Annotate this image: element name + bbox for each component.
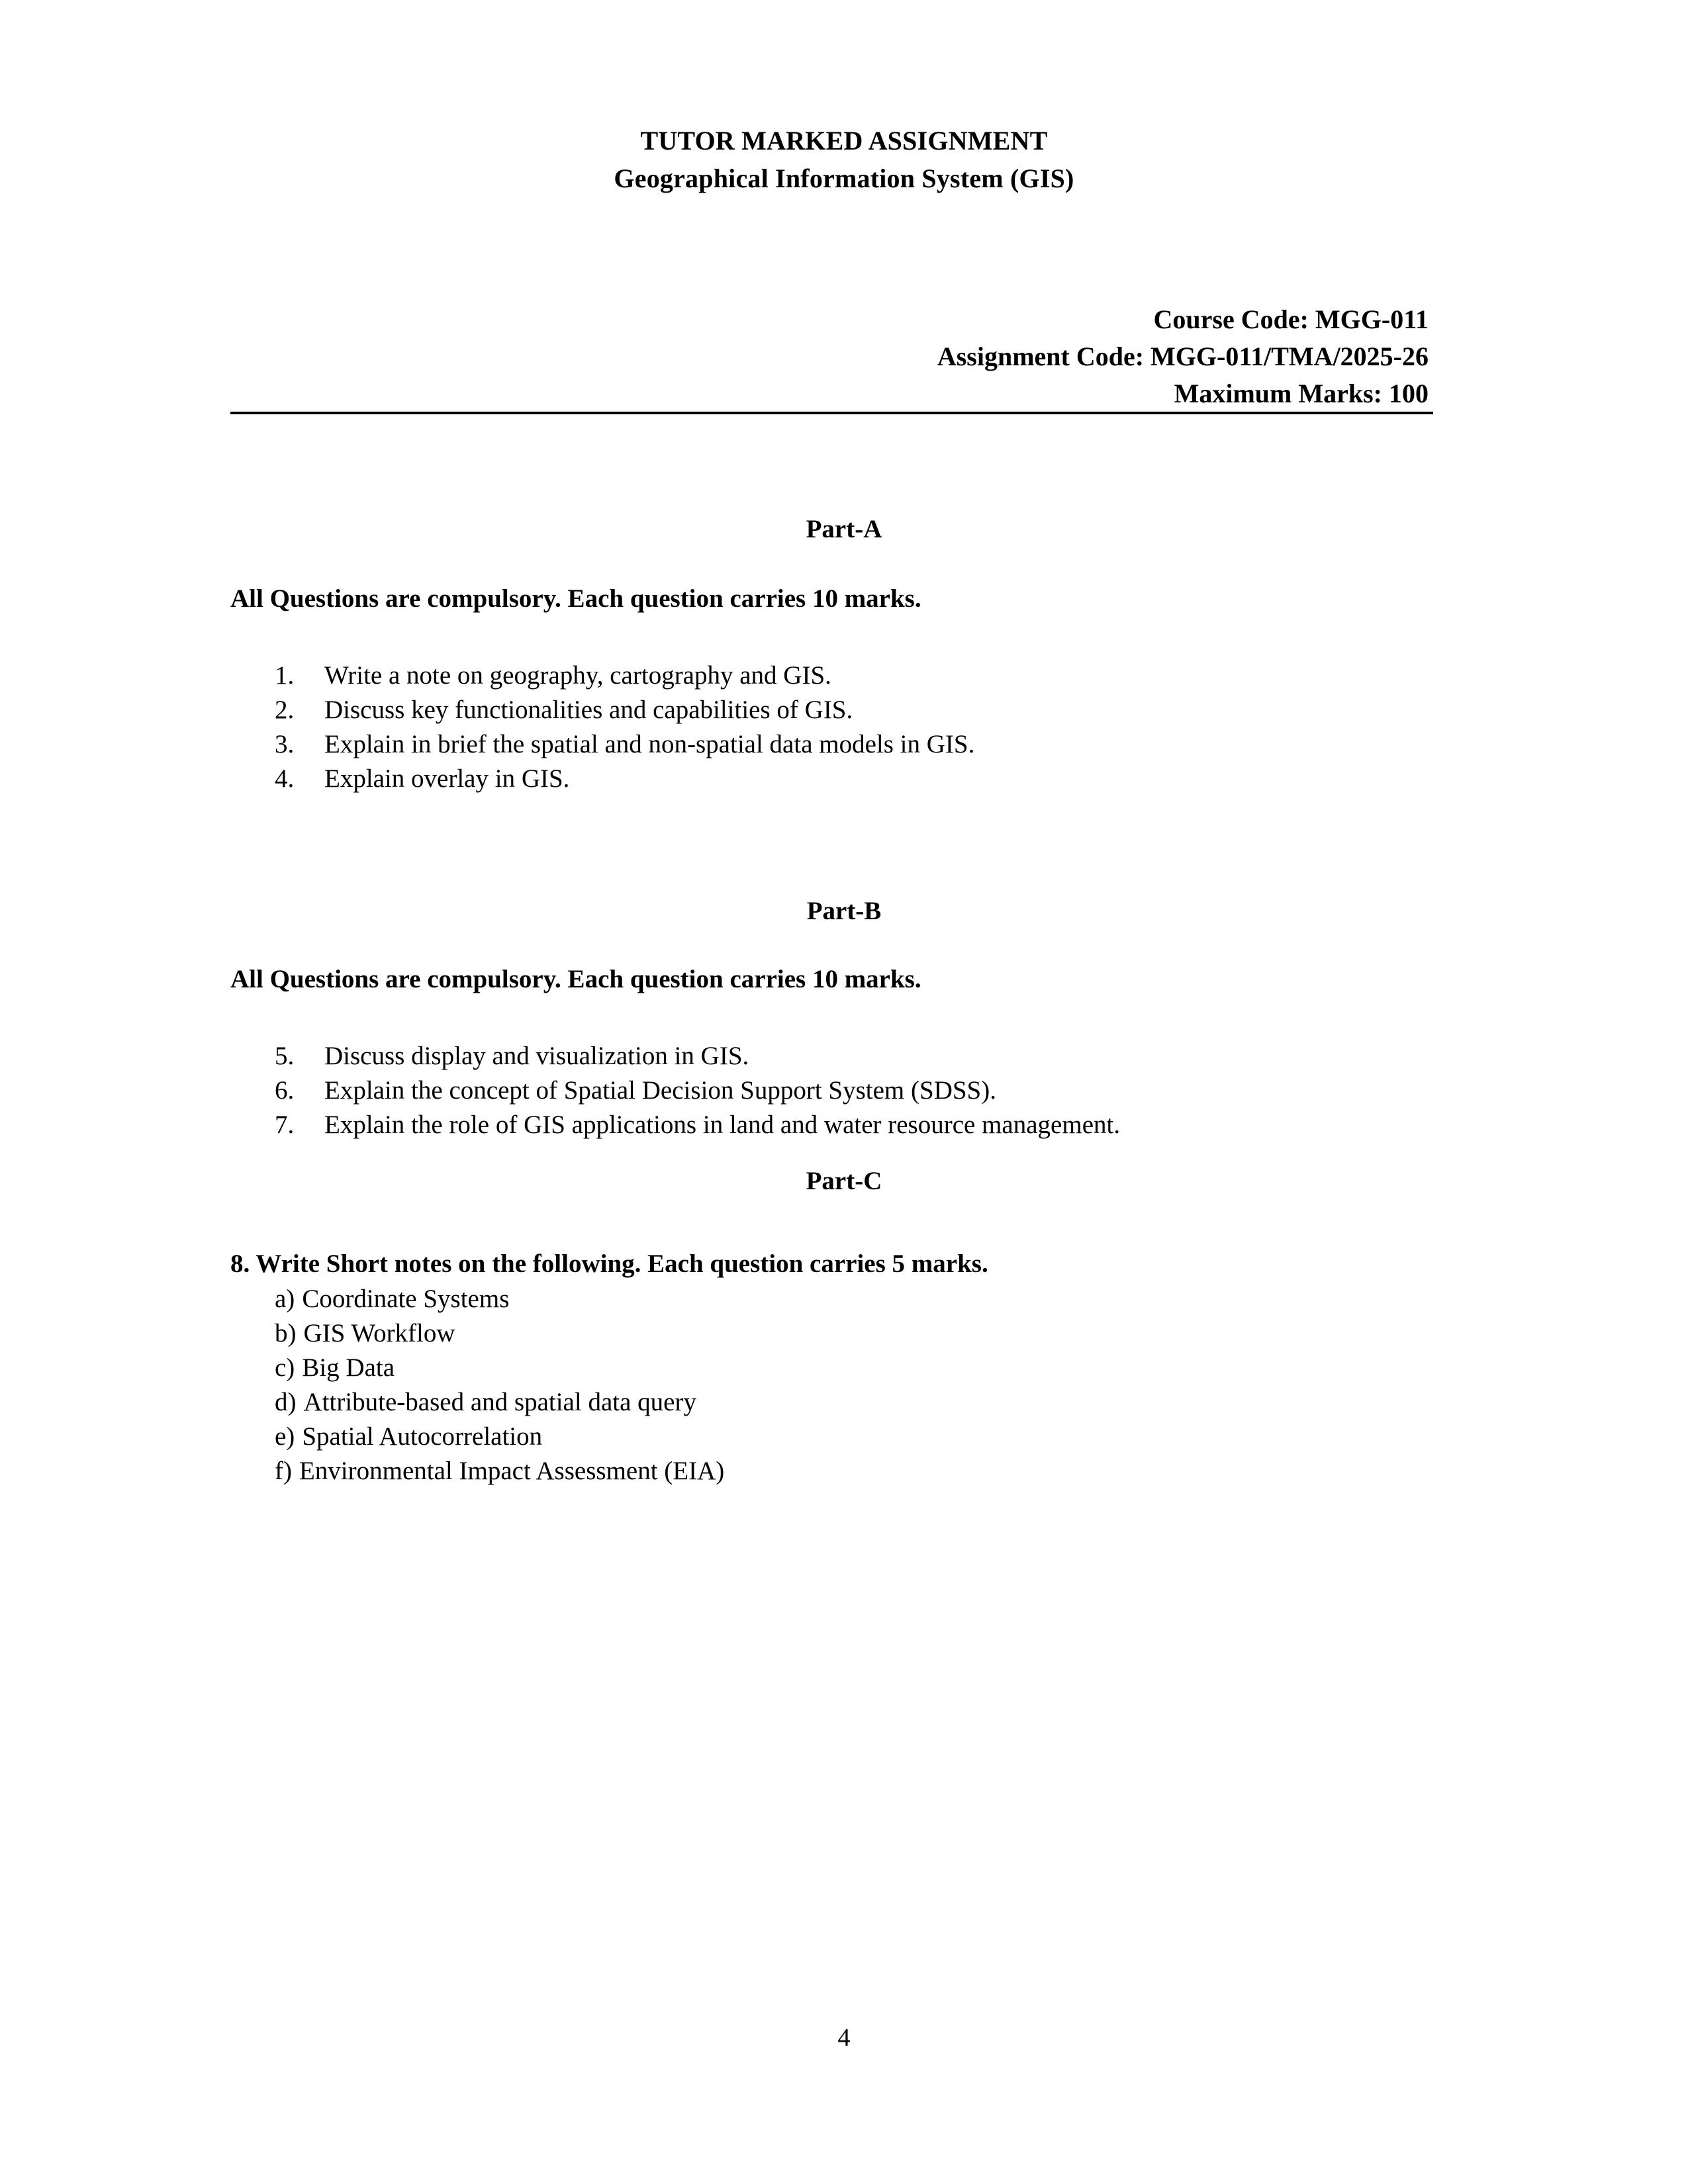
part-c-instruction: 8. Write Short notes on the following. Each question carries 5 marks.	[230, 1250, 988, 1278]
document-header	[0, 122, 1688, 197]
list-item	[275, 659, 974, 693]
part-a-instruction: All Questions are compulsory. Each question carries 10 marks.	[230, 584, 921, 613]
part-a-question-list	[275, 659, 974, 796]
maximum-marks: Maximum Marks: 100	[1174, 379, 1429, 408]
subitem-label: b)	[275, 1319, 297, 1347]
list-item	[275, 1039, 1120, 1073]
subitem-text: Spatial Autocorrelation	[302, 1422, 543, 1451]
question-number: 4.	[275, 764, 295, 793]
question-text: Explain the concept of Spatial Decision Support System (SDSS).	[324, 1076, 996, 1105]
list-item	[275, 1420, 724, 1454]
part-b-question-list	[275, 1039, 1120, 1142]
list-item	[275, 1351, 724, 1385]
header-divider	[230, 412, 1433, 414]
subitem-text: Coordinate Systems	[302, 1285, 510, 1313]
part-b-heading: Part-B	[806, 897, 882, 925]
subitem-text: Attribute-based and spatial data query	[303, 1388, 696, 1416]
question-text: Discuss key functionalities and capabilities of GIS.	[324, 696, 853, 724]
list-item	[275, 693, 974, 727]
subitem-text: GIS Workflow	[303, 1319, 455, 1347]
subitem-label: c)	[275, 1353, 295, 1382]
part-c-subitem-list	[275, 1282, 724, 1488]
question-text: Write a note on geography, cartography and GIS.	[324, 661, 831, 690]
list-item	[275, 1282, 724, 1316]
part-b-instruction: All Questions are compulsory. Each question carries 10 marks.	[230, 965, 921, 993]
question-number: 7.	[275, 1111, 295, 1139]
subitem-label: d)	[275, 1388, 297, 1416]
document-title: TUTOR MARKED ASSIGNMENT	[640, 126, 1048, 156]
list-item	[275, 762, 974, 796]
course-info-block	[230, 301, 1429, 412]
list-item	[275, 1073, 1120, 1108]
question-text: Explain the role of GIS applications in land and water resource management.	[324, 1111, 1121, 1139]
page-number: 4	[837, 2024, 851, 2052]
subitem-label: e)	[275, 1422, 295, 1451]
part-c-heading: Part-C	[806, 1167, 882, 1195]
question-number: 1.	[275, 661, 295, 690]
question-number: 5.	[275, 1042, 295, 1070]
question-text: Explain in brief the spatial and non-spatial data models in GIS.	[324, 730, 975, 758]
subitem-text: Big Data	[302, 1353, 395, 1382]
list-item	[275, 727, 974, 762]
question-text: Explain overlay in GIS.	[324, 764, 570, 793]
assignment-code: Assignment Code: MGG-011/TMA/2025-26	[937, 341, 1429, 371]
subitem-text: Environmental Impact Assessment (EIA)	[299, 1457, 725, 1485]
question-number: 6.	[275, 1076, 295, 1105]
list-item	[275, 1385, 724, 1420]
subitem-label: f)	[275, 1457, 292, 1485]
subitem-label: a)	[275, 1285, 295, 1313]
question-number: 2.	[275, 696, 295, 724]
list-item	[275, 1316, 724, 1351]
question-text: Discuss display and visualization in GIS.	[324, 1042, 749, 1070]
part-a-heading: Part-A	[806, 515, 882, 543]
document-subtitle: Geographical Information System (GIS)	[614, 163, 1074, 193]
course-code: Course Code: MGG-011	[1153, 304, 1429, 334]
question-number: 3.	[275, 730, 295, 758]
list-item	[275, 1454, 724, 1488]
list-item	[275, 1108, 1120, 1142]
